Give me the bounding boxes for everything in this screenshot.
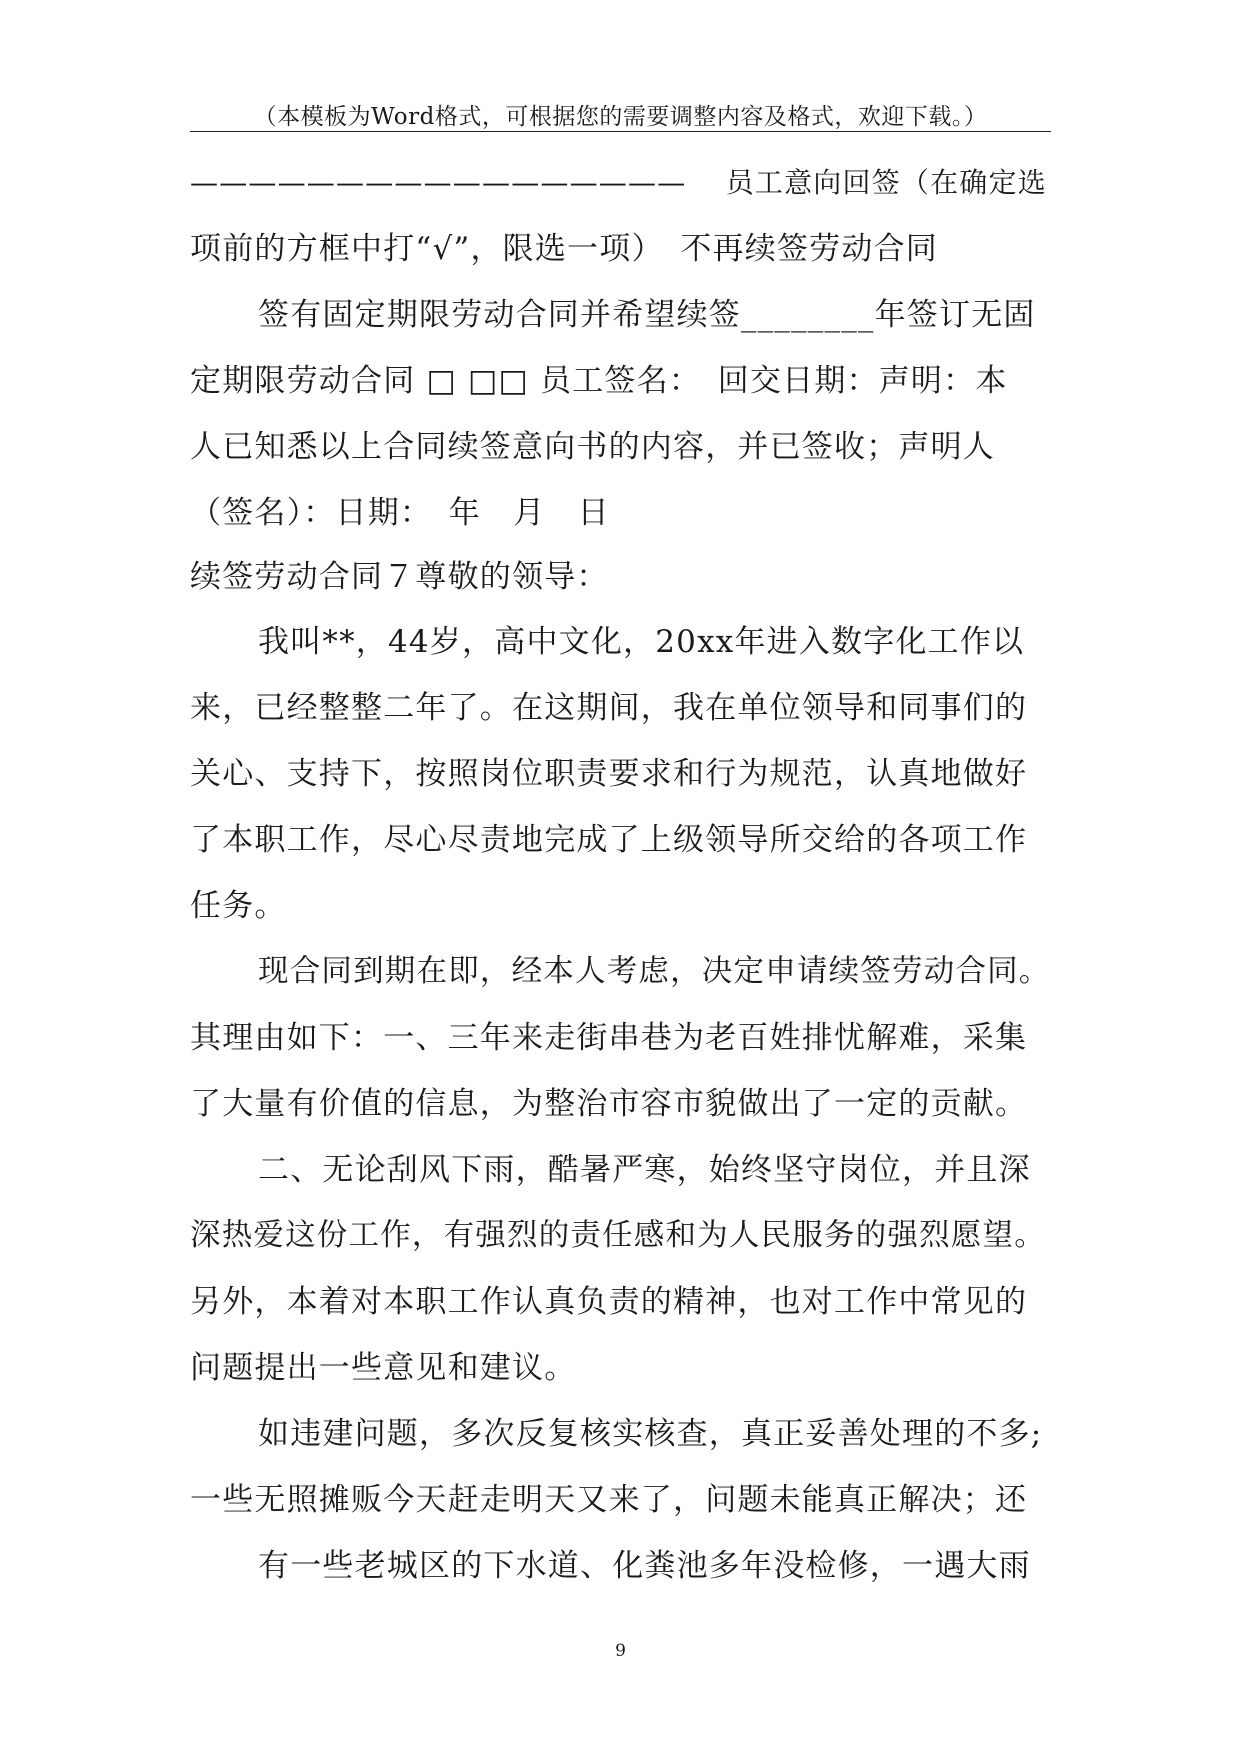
body-line: 我叫**，44岁，高中文化，20xx年进入数字化工作以 [258,624,1025,660]
body-line: 人已知悉以上合同续签意向书的内容，并已签收；声明人 [190,429,995,465]
body-line: 如违建问题，多次反复核实核查，真正妥善处理的不多; [258,1416,1043,1452]
body-line: 深热爱这份工作，有强烈的责任感和为人民服务的强烈愿望。 [190,1218,1046,1253]
body-line: 有一些老城区的下水道、化粪池多年没检修，一遇大雨 [258,1548,1031,1584]
body-line: 二、无论刮风下雨，酷暑严寒，始终坚守岗位，并且深 [258,1152,1031,1188]
body-line: 一些无照摊贩今天赶走明天又来了，问题未能真正解决；还 [190,1482,1028,1518]
body-line: 了大量有价值的信息，为整治市容市貌做出了一定的贡献。 [190,1086,1028,1122]
body-line: 来，已经整整二年了。在这期间，我在单位领导和同事们的 [190,690,1028,726]
body-line: 项前的方框中打“√”，限选一项） 不再续签劳动合同 [190,231,938,267]
body-line: 任务。 [190,888,287,924]
body-line: 其理由如下：一、三年来走街串巷为老百姓排忧解难，采集 [190,1020,1028,1056]
body-line: 关心、支持下，按照岗位职责要求和行为规范，认真地做好 [190,756,1028,792]
body-line: （签名）：日期： 年 月 日 [190,495,610,531]
body-line: 续签劳动合同７尊敬的领导： [190,559,609,595]
page-number: 9 [615,1641,626,1661]
body-line: 现合同到期在即，经本人考虑，决定申请续签劳动合同。 [258,954,1051,989]
template-header-note: （本模板为Word格式，可根据您的需要调整内容及格式，欢迎下载。） [253,104,988,130]
header-divider [190,131,1051,132]
body-line: 问题提出一些意见和建议。 [190,1350,577,1386]
body-line: ————————————————— 员工意向回签（在确定选 [190,166,1047,199]
body-line: 了本职工作，尽心尽责地完成了上级领导所交给的各项工作 [190,822,1028,858]
body-line: 定期限劳动合同 □ □□ 员工签名： 回交日期：声明：本 [190,363,1008,399]
body-line: 另外，本着对本职工作认真负责的精神，也对工作中常见的 [190,1284,1028,1320]
body-line: 签有固定期限劳动合同并希望续签________年签订无固 [258,297,1036,333]
